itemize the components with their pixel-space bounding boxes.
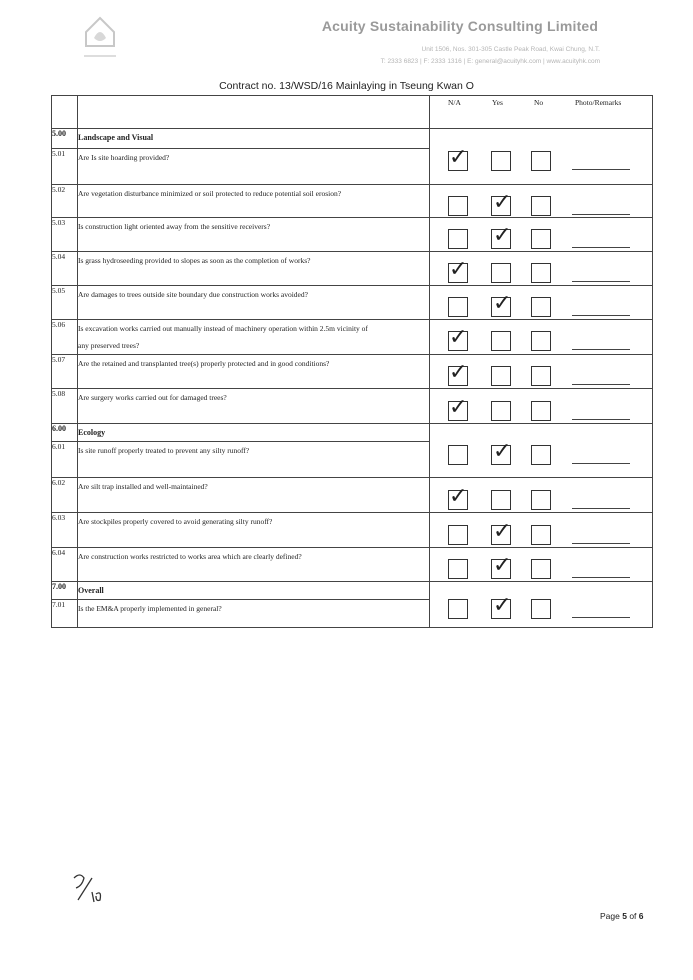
checkbox-no[interactable] xyxy=(531,599,551,619)
checkbox-na[interactable] xyxy=(448,525,468,545)
table-row xyxy=(52,185,653,218)
col-remarks-header: Photo/Remarks xyxy=(575,98,622,107)
checkbox-no[interactable] xyxy=(531,525,551,545)
item-question-continued: any preserved trees? xyxy=(78,341,140,350)
item-number: 6.02 xyxy=(52,478,78,513)
check-mark-icon: ✓ xyxy=(449,483,468,509)
checkbox-yes[interactable] xyxy=(491,366,511,386)
checkbox-group xyxy=(430,389,653,424)
item-question: Is the EM&A properly implemented in general? xyxy=(78,600,430,628)
page-prefix: Page xyxy=(600,911,623,921)
checkbox-no[interactable] xyxy=(531,559,551,579)
page-total: 6 xyxy=(638,911,644,921)
check-mark-icon: ✓ xyxy=(493,438,512,464)
checkbox-group xyxy=(430,548,653,582)
checkbox-yes[interactable] xyxy=(491,331,511,351)
item-question: Are silt trap installed and well-maintained? xyxy=(78,478,430,513)
item-number: 5.08 xyxy=(52,389,78,424)
company-address: Unit 1506, Nos. 301-305 Castle Peak Road, Kwai Chung, N.T. xyxy=(421,46,600,53)
check-mark-icon: ✓ xyxy=(449,394,468,420)
checkbox-no[interactable] xyxy=(531,263,551,283)
item-number: 5.01 xyxy=(52,148,78,184)
section-row xyxy=(52,582,653,600)
table-row xyxy=(52,218,653,252)
checkbox-group xyxy=(430,320,653,355)
section-row xyxy=(52,424,653,442)
remarks-line[interactable] xyxy=(572,617,630,618)
checkbox-group xyxy=(430,355,653,389)
item-number: 6.01 xyxy=(52,442,78,478)
section-number: 5.00 xyxy=(52,129,78,149)
checkbox-group xyxy=(430,185,653,218)
checkbox-no[interactable] xyxy=(531,151,551,171)
page-number xyxy=(600,911,644,921)
remarks-line[interactable] xyxy=(572,315,630,316)
checkbox-na[interactable] xyxy=(448,599,468,619)
item-question: Are Is site hoarding provided? xyxy=(78,148,430,184)
item-question: Is grass hydroseeding provided to slopes as soon as the completion of works? xyxy=(78,252,430,286)
checkbox-yes[interactable] xyxy=(491,151,511,171)
checkbox-yes[interactable] xyxy=(491,490,511,510)
checkbox-yes[interactable] xyxy=(491,401,511,421)
remarks-line[interactable] xyxy=(572,508,630,509)
item-number: 7.01 xyxy=(52,600,78,628)
remarks-line[interactable] xyxy=(572,349,630,350)
company-contact: T: 2333 6823 | F: 2333 1316 | E: general@acuityhk.com | www.acuityhk.com xyxy=(380,58,600,65)
checkbox-yes[interactable] xyxy=(491,263,511,283)
table-header-row xyxy=(52,96,653,129)
item-number: 5.06 xyxy=(52,320,78,355)
checkbox-no[interactable] xyxy=(531,331,551,351)
checkbox-na[interactable] xyxy=(448,229,468,249)
checklist-table xyxy=(51,95,653,628)
checkbox-no[interactable] xyxy=(531,366,551,386)
check-mark-icon: ✓ xyxy=(449,145,468,170)
checkbox-no[interactable] xyxy=(531,445,551,465)
table-row xyxy=(52,548,653,582)
section-row xyxy=(52,129,653,149)
checkbox-group xyxy=(430,513,653,548)
checkbox-no[interactable] xyxy=(531,490,551,510)
remarks-line[interactable] xyxy=(572,577,630,578)
check-mark-icon: ✓ xyxy=(449,325,468,350)
checkbox-group xyxy=(430,424,653,478)
table-row xyxy=(52,478,653,513)
item-question: Are construction works restricted to works area which are clearly defined? xyxy=(78,548,430,582)
item-number: 6.03 xyxy=(52,513,78,548)
checkbox-na[interactable] xyxy=(448,297,468,317)
item-number: 5.02 xyxy=(52,185,78,218)
check-mark-icon: ✓ xyxy=(493,518,512,544)
item-number: 5.05 xyxy=(52,286,78,320)
check-mark-icon: ✓ xyxy=(449,360,468,385)
page-current: 5 xyxy=(622,911,627,921)
table-row xyxy=(52,389,653,424)
item-question: Is excavation works carried out manually instead of machinery operation within 2.5m vicinity of xyxy=(78,324,368,333)
checkbox-na[interactable] xyxy=(448,445,468,465)
item-question-multiline xyxy=(78,320,430,355)
item-number: 6.04 xyxy=(52,548,78,582)
check-mark-icon: ✓ xyxy=(449,257,468,282)
check-mark-icon: ✓ xyxy=(493,189,512,215)
checkbox-group xyxy=(430,129,653,185)
checkbox-group xyxy=(430,286,653,320)
checkbox-na[interactable] xyxy=(448,196,468,216)
table-row xyxy=(52,320,653,355)
handwritten-initials xyxy=(70,868,110,908)
page-of: of xyxy=(626,911,639,921)
checkbox-group xyxy=(430,582,653,628)
check-mark-icon: ✓ xyxy=(493,291,512,316)
checkbox-no[interactable] xyxy=(531,196,551,216)
item-question: Are damages to trees outside site boundary due construction works avoided? xyxy=(78,286,430,320)
col-no-header: No xyxy=(534,98,544,107)
item-number: 5.07 xyxy=(52,355,78,389)
col-na-header: N/A xyxy=(448,98,461,107)
section-number: 7.00 xyxy=(52,582,78,600)
checkbox-no[interactable] xyxy=(531,401,551,421)
item-question: Are surgery works carried out for damaged trees? xyxy=(78,389,430,424)
item-question: Are stockpiles properly covered to avoid generating silty runoff? xyxy=(78,513,430,548)
item-question: Are the retained and transplanted tree(s) properly protected and in good conditions? xyxy=(78,355,430,389)
table-row xyxy=(52,286,653,320)
col-yes-header: Yes xyxy=(492,98,503,107)
company-logo xyxy=(80,12,120,62)
section-title: Landscape and Visual xyxy=(78,129,430,149)
remarks-line[interactable] xyxy=(572,384,630,385)
company-name: Acuity Sustainability Consulting Limited xyxy=(321,18,599,34)
item-question: Is construction light oriented away from the sensitive receivers? xyxy=(78,218,430,252)
remarks-line[interactable] xyxy=(572,281,630,282)
section-title: Ecology xyxy=(78,424,430,442)
check-mark-icon: ✓ xyxy=(493,223,512,248)
item-question: Are vegetation disturbance minimized or soil protected to reduce potential soil erosion? xyxy=(78,185,430,218)
remarks-line[interactable] xyxy=(572,543,630,544)
check-mark-icon: ✓ xyxy=(493,592,512,618)
item-number: 5.04 xyxy=(52,252,78,286)
check-mark-icon: ✓ xyxy=(493,553,512,578)
remarks-line[interactable] xyxy=(572,214,630,215)
item-number: 5.03 xyxy=(52,218,78,252)
remarks-line[interactable] xyxy=(572,247,630,248)
checkbox-no[interactable] xyxy=(531,297,551,317)
remarks-line[interactable] xyxy=(572,463,630,464)
section-title: Overall xyxy=(78,582,430,600)
remarks-line[interactable] xyxy=(572,169,630,170)
checkbox-group xyxy=(430,252,653,286)
table-row xyxy=(52,513,653,548)
checkbox-group xyxy=(430,218,653,252)
item-question: Is site runoff properly treated to prevent any silty runoff? xyxy=(78,442,430,478)
checkbox-no[interactable] xyxy=(531,229,551,249)
table-row xyxy=(52,252,653,286)
remarks-line[interactable] xyxy=(572,419,630,420)
checkbox-na[interactable] xyxy=(448,559,468,579)
table-row xyxy=(52,355,653,389)
contract-title: Contract no. 13/WSD/16 Mainlaying in Tseung Kwan O xyxy=(219,80,474,92)
section-number: 6.00 xyxy=(52,424,78,442)
checkbox-group xyxy=(430,478,653,513)
